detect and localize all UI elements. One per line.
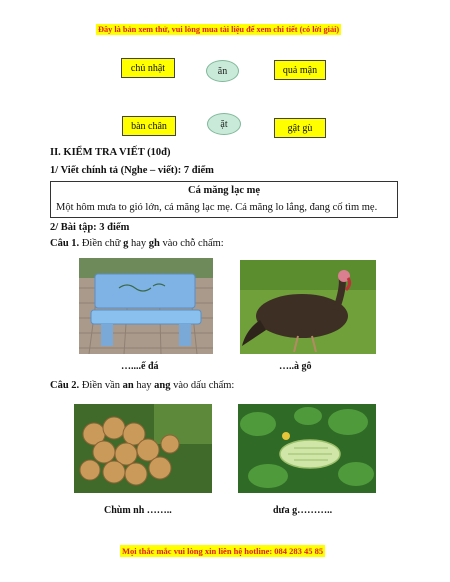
- question-2-label: Câu 2.: [50, 380, 80, 391]
- question-1-text-a: Điền chữ: [79, 238, 124, 249]
- word-box-gat-gu: gật gù: [274, 118, 326, 138]
- dictation-title: Cá măng lạc mẹ: [187, 185, 261, 196]
- question-1-g: g: [123, 238, 129, 249]
- dictation-text: Một hôm mưa to gió lớn, cá măng lạc mẹ. Cá măng lo lắng, đang cố tìm mẹ.: [56, 202, 378, 213]
- caption-ga-go: …..à gô: [279, 361, 312, 372]
- turkey-image: [240, 260, 376, 354]
- preview-notice-banner: Đây là bản xem thử, vui lòng mua tài liệu để xem chi tiết (có lời giải): [98, 25, 340, 34]
- question-2-text-b: hay: [133, 380, 155, 391]
- word-box-chu-nhat: chủ nhật: [121, 58, 175, 78]
- dictation-heading: 1/ Viết chính tả (Nghe – viết): 7 điểm: [50, 165, 214, 176]
- longan-image: [74, 404, 212, 493]
- question-2: [50, 380, 234, 391]
- bitter-melon-image: [238, 404, 376, 493]
- question-2-an: an: [122, 380, 134, 391]
- section-title: II. KIỂM TRA VIẾT (10đ): [50, 147, 171, 158]
- word-box-ban-chan: bàn chân: [122, 116, 176, 136]
- question-2-text-c: vào dấu chấm:: [170, 380, 235, 391]
- dictation-box: [50, 181, 398, 218]
- question-1-text-c: vào chỗ chấm:: [159, 238, 224, 249]
- word-box-qua-man: quả mận: [274, 60, 326, 80]
- hotline-footer: Mọi thắc mắc vui lòng xin liên hệ hotline: 084 283 45 85: [122, 546, 324, 556]
- bench-image: [79, 258, 213, 354]
- caption-chum-nhan: Chùm nh ……..: [104, 505, 172, 516]
- syllable-oval-at: ặt: [207, 113, 241, 135]
- question-2-ang: ang: [154, 380, 171, 391]
- question-2-text-a: Điền vần: [79, 380, 123, 391]
- exercise-heading: 2/ Bài tập: 3 điểm: [50, 222, 130, 233]
- question-1-gh: gh: [148, 238, 160, 249]
- caption-dua-gang: dưa g………..: [273, 505, 333, 516]
- syllable-oval-an: ăn: [206, 60, 239, 82]
- question-1-text-b: hay: [128, 238, 149, 249]
- question-1: [50, 238, 224, 249]
- caption-ghe-da: …....ế đá: [121, 361, 159, 372]
- question-1-label: Câu 1.: [50, 238, 80, 249]
